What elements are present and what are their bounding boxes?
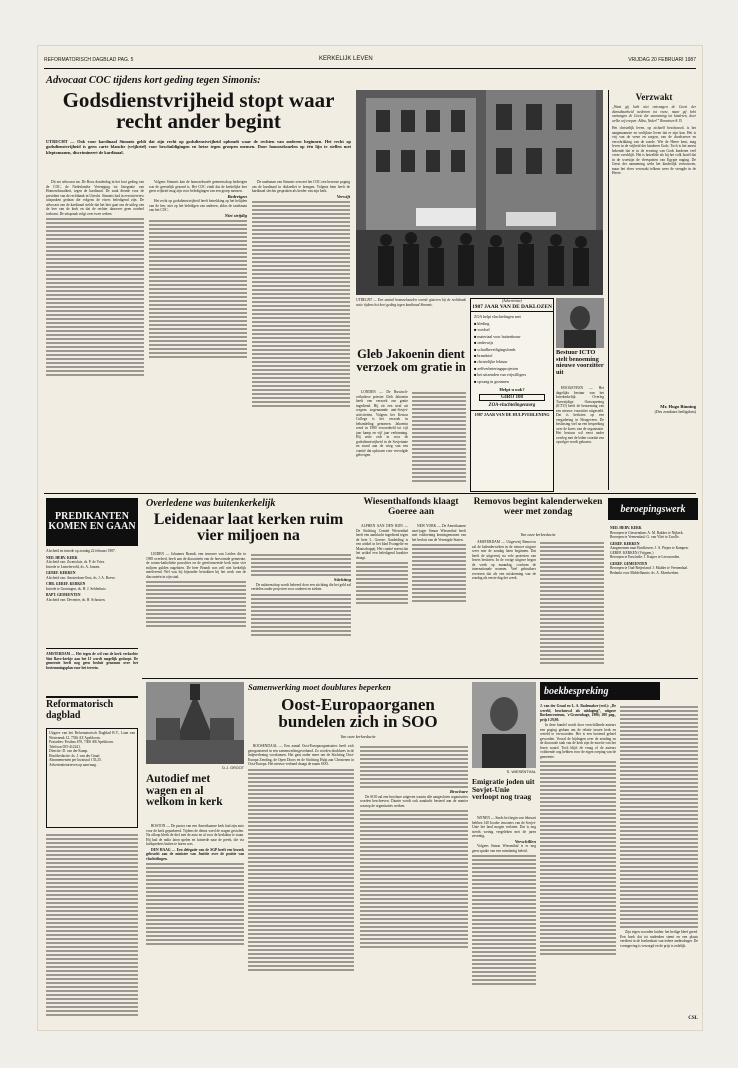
- lead-col-1: [46, 180, 144, 490]
- emigratie-subhead: Verschillen: [514, 838, 536, 844]
- predikanten-line: BAPT. GEMEENTEN: [46, 593, 81, 597]
- lead-subhead-bedreigen: Bedreigen: [227, 193, 247, 199]
- verzwakt-column: [608, 90, 699, 490]
- lead-col-2-filler: [149, 220, 247, 358]
- soo-headline: Oost-Europaorganen bundelen zich in SOO: [278, 695, 438, 732]
- soo-kicker: Samenwerking moet doublures beperken: [248, 682, 391, 692]
- boekbespreking-title: boekbespreking: [540, 682, 660, 700]
- removos-col-2: [540, 540, 604, 672]
- mid-rule: [44, 493, 696, 494]
- predikanten-line: Intrede te Groningen, ds. H. J. Selderhuis.: [46, 586, 107, 591]
- ad-item: ■ zelfverbeteringsprojecten: [474, 365, 519, 371]
- emigratie-body-2: Volgens Simon Wiesenthal is er nog geen sprake van een ruimhartig beleid.: [472, 844, 536, 853]
- jakoenin-col-2-filler: [412, 392, 466, 482]
- masthead: [44, 54, 696, 66]
- soo-col-2: [360, 744, 468, 1024]
- colophon-rule: [46, 696, 138, 698]
- lead-intro: UTRECHT — Ook voor kardinaal Simonis geldt dat zijn recht op godsdienstvrijheid ophoudt waar de rechten van anderen beginnen. Het recht op godsdienstvrijheid is geen carte blanche (vrijbrief) voor beschuldigingen en hetze tegen groepen mensen. Door homoseksuelen op één lijn te stellen met kleptomanen, discrimineert de kardinaal.: [46, 139, 351, 155]
- leidenaar-kicker: Overledene was buitenkerkelijk: [146, 498, 276, 509]
- autodief-col: [146, 824, 244, 1024]
- masthead-paper: REFORMATORISCH DAGBLAD PAG. 5: [44, 57, 134, 63]
- soo-subhead: Brochure: [449, 789, 468, 794]
- ad-tag: (Advertentie): [501, 299, 523, 303]
- removos-body: AMSTERDAM — Uitgeverij Removos zal de kalenderweken in de nieuwe uitgave weer met de zondag laten beginnen. Dat heeft de uitgeverij na vele protesten van lezers besloten. In de vorige uitgave begon de week op maandag, conform de internationale normen. Veel gebruikers ervoeren dat als een miskenning van de zondag als eerste dag der week.: [472, 540, 536, 580]
- beroepingswerk-line: GEREF. KERKEN: [610, 541, 640, 546]
- soo-col-1: [248, 744, 354, 1024]
- wiesenthal-col-2: [412, 524, 466, 672]
- soo-body: ROOSENDAAL — Een aantal Oost-Europaorganisaties heeft zich georganiseerd in een samenwerkingsverband. Zo worden doublures in de hulpverlening voorkomen. Het gaat onder meer om de Stichting Oost-Europa Zending, de Open Doors en de Stichting Hulp aan Christenen in Oost-Europa. Het nieuwe verband draagt de naam SOO.: [248, 744, 354, 766]
- ad-intro: ZOA helpt vluchtelingen met: [474, 314, 521, 319]
- lead-body: Dit zei advocaat mr. De Roos donderdag in het kort geding van de COC, de Nederlandse Vereniging tot Integratie van Homoseksualiteit, tegen de kardinaal. De zaak diende voor de president van de rechtbank in Utrecht. Simonis had in een interview uitspraken gedaan die volgens de eisers beledigend zijn. De advocaat van de kardinaal stelde dat het hier gaat om de uitleg van de leer van de kerk en dat de rechter daarover geen oordeel toekomt. De uitspraak volgt over twee weken.: [46, 180, 144, 216]
- lead-body-3: Het recht op godsdienstvrijheid heeft betrekking op het belijden van de leer, niet op het beledigen van anderen, aldus de raadsman van het COC.: [149, 199, 247, 212]
- beroepingswerk-line: Beroepen te Giessendam: A. M. Bakker te Nijkerk.: [610, 530, 684, 535]
- leidenaar-subhead: Stichting: [333, 577, 351, 582]
- masthead-date: VRIJDAG 20 FEBRUARI 1987: [628, 57, 696, 63]
- colophon-line: Uitgave van het Reformatorisch Dagblad B.V., Laan van Westenenk 12, 7336 AZ Apeldoorn.: [49, 731, 135, 740]
- colophon-line: Abonnementen per kwartaal f 35,25.: [49, 758, 102, 762]
- beroepingswerk-line: Bedankt voor Middelharnis: ds. A. Moerkerken.: [610, 570, 680, 575]
- emigratie-body: WENEN — Sinds het begin van februari hebben 140 Joodse inwoners van de Sovjet-Unie het land mogen verlaten. Dat is nog steeds weinig vergeleken met de jaren zeventig.: [472, 816, 536, 838]
- lead-headline: Godsdienstvrijheid stopt waar recht ander begint: [62, 88, 335, 134]
- photo-credit: D.J. GROOT: [222, 766, 244, 770]
- newspaper-page: [38, 46, 702, 1030]
- verzwakt-author-note: (Des zondaars heiligdom): [654, 409, 696, 414]
- lead-subhead-niet-strijdig: Niet strijdig: [224, 212, 247, 218]
- colophon-line: Postadres: Postbus 670, 7300 AR Apeldoorn.: [49, 740, 114, 744]
- photo-wiesenthal: [472, 682, 536, 768]
- ad-item: ■ onderwijs: [474, 340, 494, 346]
- predikanten-line: Afscheid en intrede op zondag 22 februari 1987.: [46, 549, 116, 553]
- wiesenthal-newyork: NEW YORK — De Amerikaanse nazi-jager Simon Wiesenthal heeft met voldoening kennisgenomen van het besluit van de Verenigde Staten.: [412, 524, 466, 542]
- photo-main-caption: UTRECHT — Een aantal homoseksuelen voerde gisteren bij de rechtbank actie tijdens het kort geding tegen kardinaal Simonis.: [356, 298, 466, 307]
- ad-item: ■ brandstof: [474, 353, 493, 359]
- bestuur-headline: Bestuur ICTO stelt benoeming nieuwe voorzitter uit: [556, 349, 604, 376]
- colophon-line: Advertentietarieven op aanvraag.: [49, 762, 97, 767]
- predikanten-line: Afscheid van: Deventer, ds. H. Schouten.: [46, 597, 106, 602]
- lead-subhead-verwijt: Verwijt: [336, 193, 350, 199]
- denhaag-brief: DEN HAAG — Een delegatie van de SGP heeft een bezoek gebracht aan de minister van Justitie over de positie van vluchtelingen.: [146, 847, 244, 861]
- colophon-line: Hoofdredactie: ds. J. van der Graaf.: [49, 753, 101, 758]
- ad-item: ■ christelijke lektuur: [474, 359, 508, 365]
- photo-utrecht-protest: [356, 90, 603, 295]
- lower-rule: [142, 678, 698, 679]
- leidenaar-col-2: [251, 552, 351, 672]
- photo-icto-person: [556, 298, 604, 348]
- verzwakt-author: Mr. Hugo Binning: [660, 404, 696, 409]
- soo-sub: Van onze kerkredactie: [340, 734, 376, 739]
- ad-giro: GIRO 108: [479, 394, 545, 401]
- removos-sub: Van onze kerkredactie: [520, 532, 556, 537]
- autodief-body: BOSTON — De pastor van een Amerikaanse kerk had zijn auto voor de kerk geparkeerd. Tijdens de dienst werd de wagen gestolen. Na afloop bleek de dief met de auto en al voor de kerkdeur te staan. Hij had de radio laten spelen en luisterde naar de preek, die via luidsprekers buiten te horen was.: [146, 824, 244, 846]
- ad-item: ■ het uitzenden van vrijwilligers: [474, 372, 527, 378]
- removos-col-1: [472, 540, 536, 672]
- ad-cta: Helpt u ook?: [499, 387, 525, 393]
- boek-col-2: [620, 704, 698, 1016]
- colophon-fineprint: [46, 832, 138, 1020]
- wiesenthal-headline: Wiesenthalfonds klaagt Goeree aan: [363, 497, 459, 517]
- beroepingswerk-line: Beroepen te Oud-Beijerland: J. Mulder te Veenendaal.: [610, 566, 688, 570]
- beroepingswerk-list: [608, 524, 698, 674]
- masthead-section: KERKELIJK LEVEN: [319, 56, 373, 62]
- lead-col-3: [252, 180, 350, 490]
- lead-kicker: Advocaat COC tijdens kort geding tegen Simonis:: [46, 75, 261, 86]
- jakoenin-headline: Gleb Jakoenin dient verzoek om gratie in: [356, 347, 466, 374]
- ad-item: ■ kleding: [474, 321, 490, 326]
- leidenaar-body: LEIDEN — Johannes Brandt, een inwoner van Leiden die in 1985 overleed, heeft aan de diaconieën van de hervormde gemeente, de rooms-katholieke parochies en de gereformeerde kerk ruim vier miljoen gulden nagelaten. De heer Brandt was zelf niet kerkelijk meelevend. Wel was hij bijzonder betrokken bij het werk van de diaconieën in zijn stad.: [146, 552, 246, 579]
- predikanten-line: NED. HERV. KERK: [46, 555, 78, 560]
- leidenaar-col-1: [146, 552, 246, 672]
- ad-foot: 1987 JAAR VAN DE HULPVERLENING: [471, 410, 553, 417]
- verzwakt-body: Het christelijk leven, op zichzelf beschouwd, is het aangenaamste en vrolijkste leven dat er zijn kan. Het is vrij van de vreze en zorgen, van de doodsvreze en verschrikking van de zonde. Wie de Heere kent, mag leven in de vrijheid der kinderen Gods. Toch is het meest bekende dat er in de ervaring van Gods kinderen veel vreze overblijft. Het is hetzelfde als bij het volk Israël dat in de woestijn de vleespotten van Egypte naging. De Geest der aanneming wekt het kinderlijk vertrouwen, maar het vlees verzwakt telkens weer de vreugde in de Heere.: [612, 126, 696, 175]
- boek-book: J. van der Graaf en L. A. Rademaker (red.): „De wereld, beschouwd als uitdaging”, uitgave Boekencentrum, 's-Gravenhage, 1986; 200 pag., prijs f 29,90.: [540, 704, 616, 722]
- ad-item: ■ opvang in gezinnen: [474, 378, 509, 384]
- autodief-headline: Autodief met wagen en al welkom in kerk: [146, 773, 223, 809]
- pred-rule: [46, 648, 138, 649]
- beroepingswerk-line: Beroepen te Veenendaal: G. van Vliet te Zwolle.: [610, 535, 680, 539]
- verzwakt-title: Verzwakt: [635, 92, 673, 102]
- leidenaar-headline: Leidenaar laat kerken ruim vier miljoen na: [153, 511, 344, 545]
- beroepingswerk-line: GEREF. GEMEENTEN: [610, 561, 648, 566]
- bestuur-col: [556, 386, 604, 490]
- beroepingswerk-line: NED. HERV. KERK: [610, 526, 642, 530]
- wiesenthal-photo-caption: S. WIESENTHAL: [506, 770, 536, 774]
- soo-body-2: De SOO zal een brochure uitgeven waarin alle aangesloten organisaties worden beschreven. Daarin wordt ook aandacht besteed aan de manier waarop de organisaties werken.: [360, 794, 468, 808]
- verzwakt-verse: „Want gij hebt niet ontvangen de Geest der dienstbaarheid wederom tot vreze, maar gij hebt ontvangen de Geest der aanneming tot kinderen, door welke wij roepen: Abba, Vader!” Romeinen 8:15: [612, 105, 696, 123]
- ad-org: ZOA-vluchtelingenzorg: [488, 403, 536, 409]
- beroepingswerk-line: Beroepen te Enschede: J. Kuiper te Leeuwarden.: [610, 555, 681, 559]
- predikanten-list: [46, 549, 138, 645]
- boek-body: In deze bundel wordt door verschillende auteurs een poging gedaan om de relatie tussen kerk en wereld te verwoorden. Het is een boeiend geheel geworden. Vooral de bijdragen over de zending en de diaconale taak van de kerk zijn de moeite van het lezen waard. Toch blijft de vraag of de auteurs voldoende oog hebben voor de eigen roeping van de gemeente.: [540, 723, 616, 759]
- beroepingswerk-line: GEREF. KERKEN (Vrijgem.): [610, 550, 654, 555]
- predikanten-line: CHR. GEREF. KERKEN: [46, 582, 86, 586]
- boek-col-1: [540, 704, 616, 1024]
- ad-title: 1987 JAAR VAN DE DAKLOZEN: [472, 304, 552, 310]
- removos-headline: Removos begint kalenderweken weer met zondag: [473, 497, 603, 517]
- wiesenthal-col-1: [356, 524, 408, 672]
- colophon-title: Reformatorisch dagblad: [46, 699, 114, 721]
- emigratie-headline: Emigratie joden uit Sovjet-Unie verloopt nog traag: [472, 777, 535, 802]
- ad-item: ■ voedsel: [474, 327, 490, 333]
- lead-body-4: De raadsman van Simonis verweet het COC een bewuste poging om de kardinaal in diskrediet te brengen. Volgens hem heeft de kardinaal slechts gesproken als herder van zijn kerk.: [252, 180, 350, 193]
- bestuur-body: HOOGEVEEN — Het dagelijks bestuur van het Interkerkelijk Overleg Tweezijdige Ontwapening (ICTO) heeft de benoeming van een nieuwe voorzitter uitgesteld. Dat is besloten op een vergadering in Hoogeveen. De beslissing viel na een bespreking over de koers van de organisatie. Het bestuur wil eerst nader overleg met de leden voordat een opvolger wordt gekozen.: [556, 386, 604, 444]
- leidenaar-body-2: De nalatenschap wordt beheerd door een stichting die het geld zal verdelen onder projecten voor ouderen en zieken.: [251, 582, 351, 591]
- photo-church: [146, 682, 244, 764]
- lead-body-2: Volgens Simonis kan de homoseksuele gemeenschap bedreigen wat de geestelijk gezond is. Het COC vindt dat de kerkelijke leer geen vrijbrief mag zijn voor beledigingen van een groep mensen.: [149, 180, 247, 193]
- beroepingswerk-line: Aangenomen naar Eindhoven: J. A. Pieper te Kampen.: [610, 546, 689, 550]
- colophon-line: Directie: D. van der Kamp.: [49, 749, 89, 753]
- beroepingswerk-title: beroepingswerk: [608, 498, 698, 520]
- colophon-line: Telefoon 055-412241.: [49, 744, 81, 749]
- amsterdam-brief: AMSTERDAM — Het tegen de wil van de kerk verkochte Sint Bavo-kerkje aan het IJ wordt mogelijk gesloopt. De gemeente heeft nog geen besluit genomen over het bestemmingsplan voor het terrein.: [46, 652, 138, 670]
- jakoenin-col-1: [356, 390, 408, 486]
- lead-col-3-filler: [252, 201, 350, 407]
- wiesenthal-body: ALPHEN AAN DEN RIJN — De Stichting Comité Wiesenthal heeft een aanklacht ingediend tegen de heer L. Goeree. Aanleiding is een artikel in het blad Evangelie en Maatschappij. Het comité meent dat het artikel een beledigend karakter draagt.: [356, 524, 408, 560]
- lead-col-1-filler: [46, 218, 144, 376]
- jakoenin-col-2: [412, 390, 466, 486]
- boek-body-2: Zijn eigen woorden luiden: het heilige bleef gered. Een boek dat tot nadenken stemt en een plaats verdient in de boekenkast van iedere ambtsdrager. De vormgeving is verzorgd en de prijs is redelijk.: [620, 930, 698, 948]
- masthead-rule: [44, 68, 696, 69]
- predikanten-line: GEREF. KERKEN: [46, 571, 76, 575]
- emigratie-col: [472, 816, 536, 1024]
- zoa-advertisement[interactable]: [470, 298, 554, 492]
- boek-sign: CSL: [688, 1016, 698, 1021]
- lead-col-2: [149, 180, 247, 490]
- predikanten-title: PREDIKANTEN KOMEN EN GAAN: [46, 498, 138, 546]
- jakoenin-body: LONDEN — De Russisch-orthodoxe priester Gleb Jakoenin heeft een verzoek om gratie ingediend. Hij zit een straf uit wegens zogenaamde anti-Sovjet-activiteiten. Volgens het Keston College is het verzoek in behandeling genomen. Jakoenin werd in 1980 veroordeeld tot vijf jaar kamp en vijf jaar verbanning. Hij zette zich in voor de godsdienstvrijheid in de Sovjetunie en stond aan de wieg van een comité dat opkwam voor vervolgde gelovigen.: [356, 390, 408, 457]
- predikanten-line: Afscheid van: Amsterdam-Oost, ds. J. A. Boeve.: [46, 575, 116, 580]
- ad-item-list: [471, 321, 553, 385]
- colophon-box: [46, 728, 138, 828]
- predikanten-line: Intrede te Lemelerveld, ds. A. Jansen.: [46, 564, 101, 569]
- ad-item: ■ schuilbeveiligingsfonds: [474, 346, 516, 352]
- predikanten-line: Afscheid van: Zwartsluis, ds. P. de Vries.: [46, 560, 106, 564]
- ad-item: ■ materiaal voor huttenbouw: [474, 333, 521, 339]
